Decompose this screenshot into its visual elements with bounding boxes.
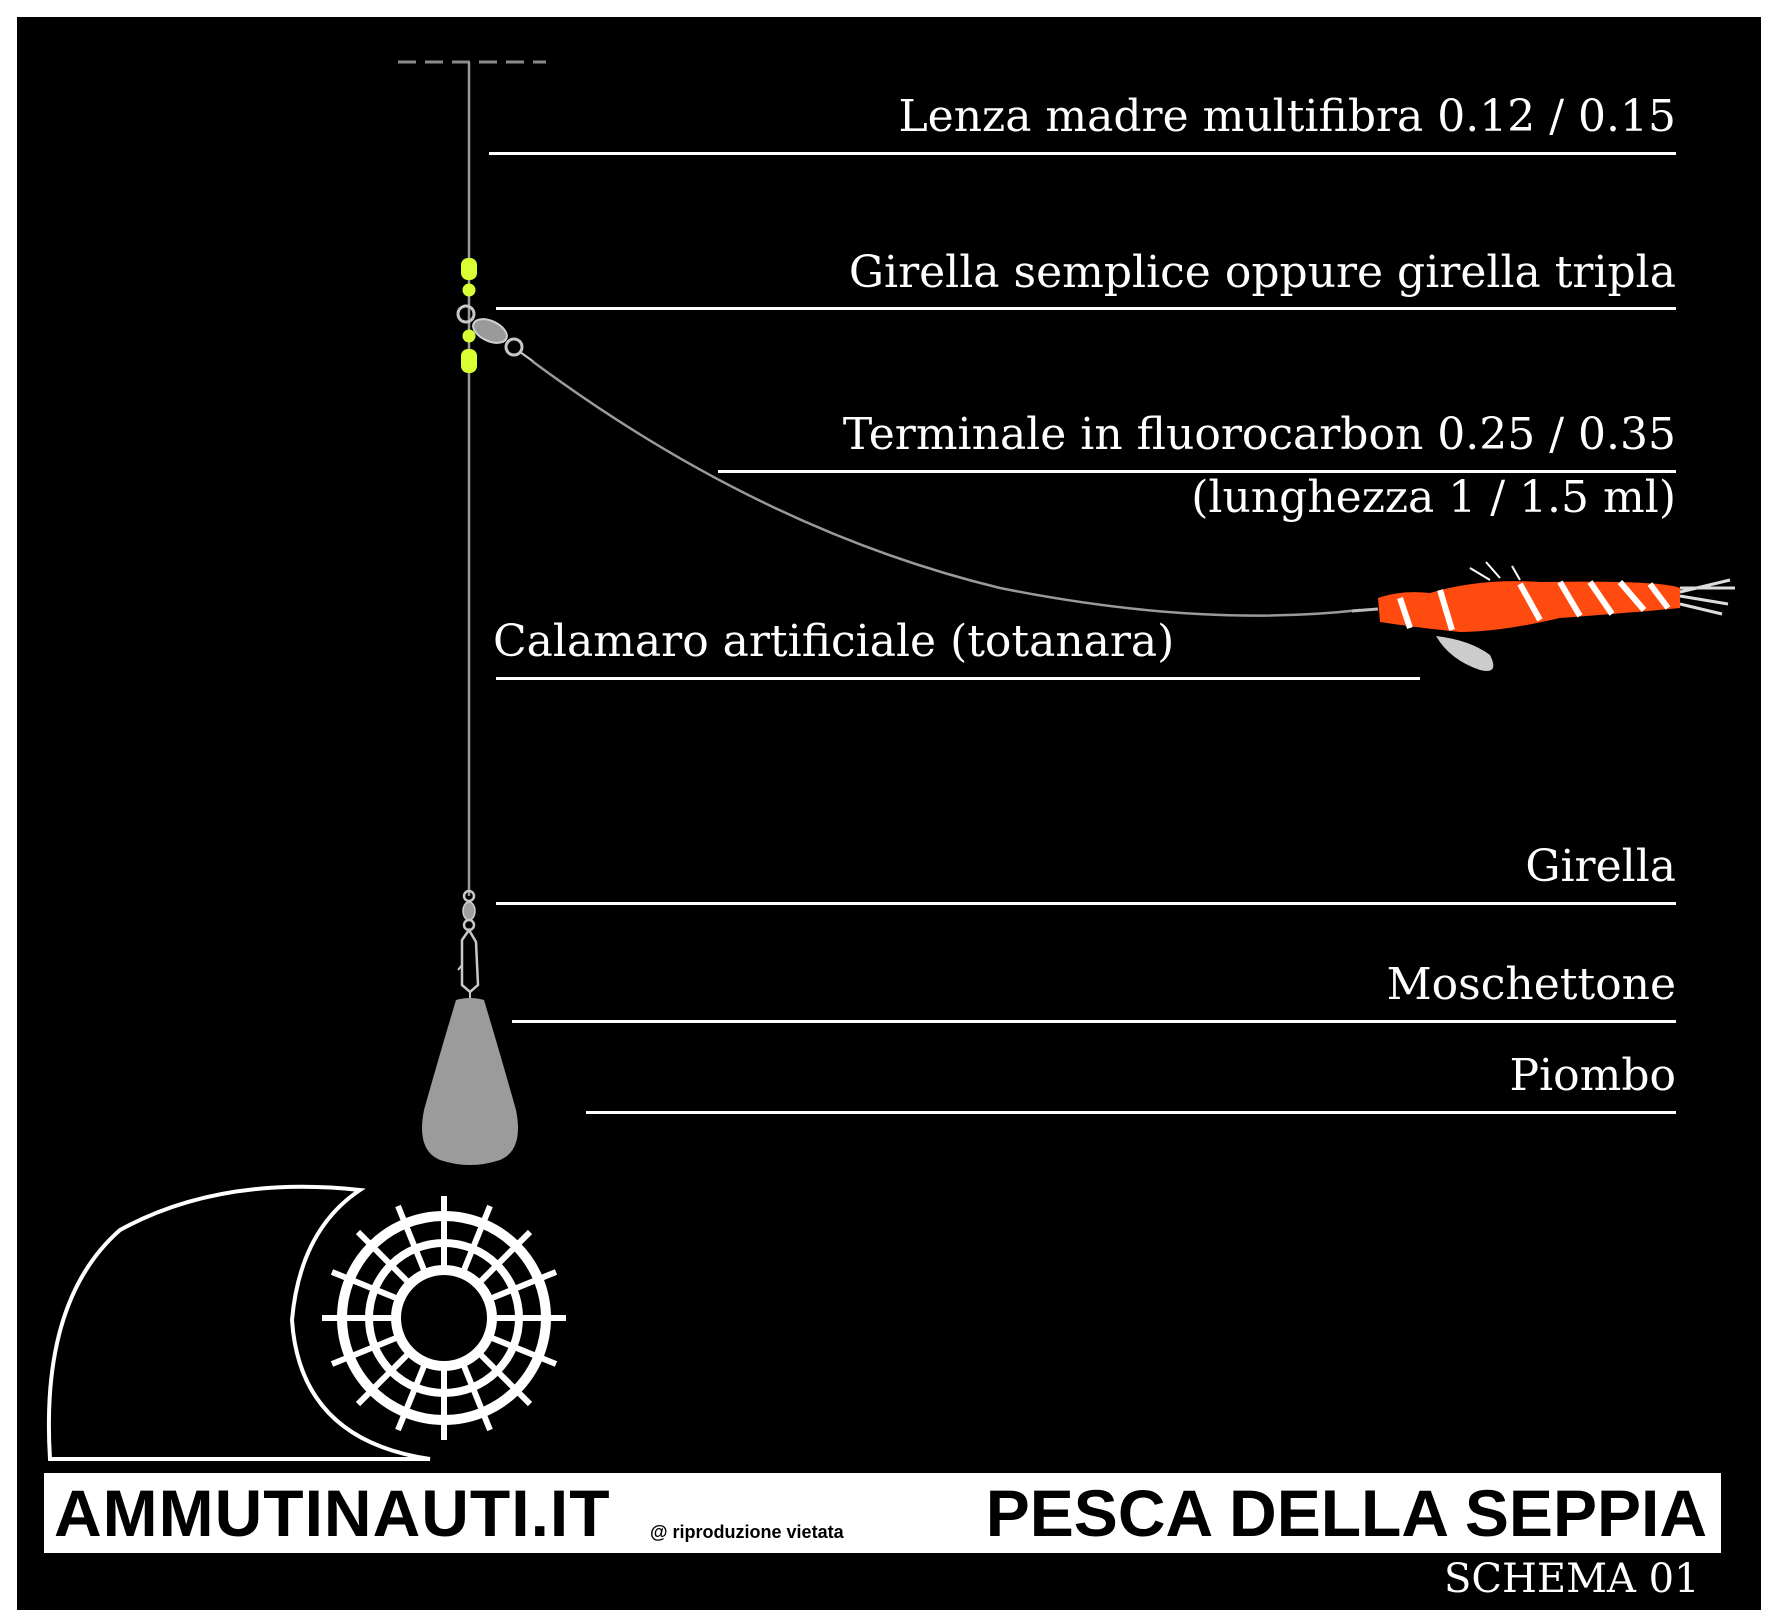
- rule-triple-swivel: [496, 307, 1676, 310]
- bead-top-small: [463, 284, 476, 297]
- bead-bottom-large: [461, 349, 477, 373]
- copyright-notice: @ riproduzione vietata: [650, 1522, 844, 1542]
- title-banner: [44, 1473, 1721, 1553]
- label-snap: Moschettone: [1386, 959, 1676, 1010]
- page-title: PESCA DELLA SEPPIA: [985, 1476, 1707, 1550]
- label-leader: Terminale in fluorocarbon 0.25 / 0.35: [842, 409, 1676, 460]
- schema-number: SCHEMA 01: [1444, 1556, 1700, 1602]
- rule-main-line: [489, 152, 1676, 155]
- label-sinker: Piombo: [1509, 1050, 1676, 1101]
- bead-top-large: [461, 258, 477, 280]
- rule-swivel: [496, 902, 1676, 905]
- rule-squid-jig: [496, 677, 1420, 680]
- bead-bottom-small: [463, 330, 476, 343]
- label-leader-length: (lunghezza 1 / 1.5 ml): [1191, 472, 1676, 523]
- label-triple-swivel: Girella semplice oppure girella tripla: [848, 247, 1676, 298]
- label-squid-jig: Calamaro artificiale (totanara): [493, 616, 1175, 667]
- brand-name: AMMUTINAUTI.IT: [54, 1476, 611, 1550]
- label-main-line: Lenza madre multifibra 0.12 / 0.15: [898, 91, 1676, 142]
- rule-sinker: [586, 1111, 1676, 1114]
- rule-snap: [512, 1020, 1676, 1023]
- label-swivel: Girella: [1525, 841, 1676, 892]
